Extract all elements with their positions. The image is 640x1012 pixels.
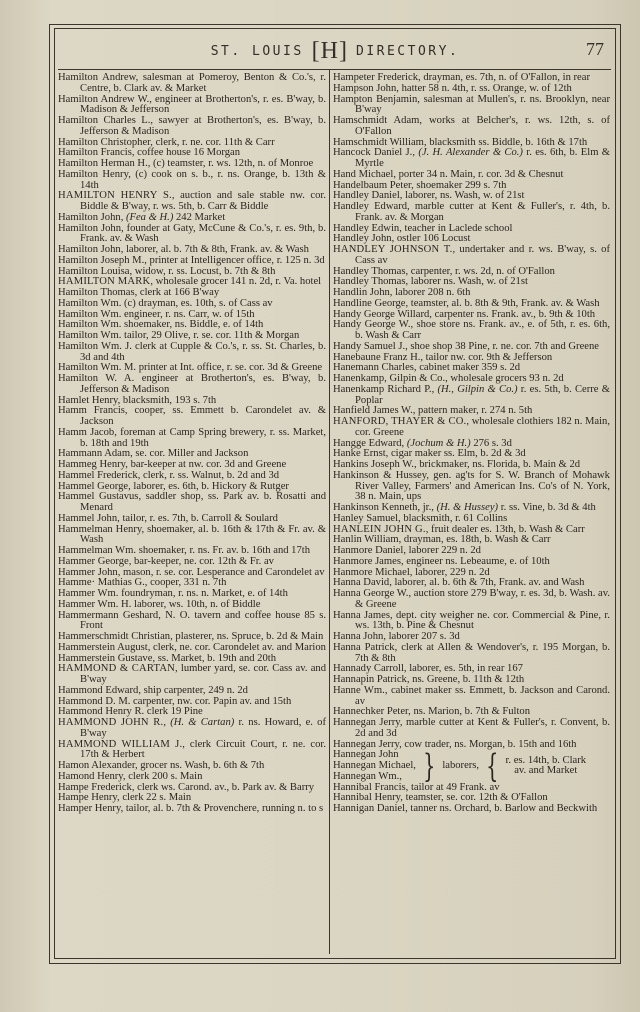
entry-name: HAMMOND JOHN R.: [58, 717, 164, 728]
directory-entry: [333, 804, 610, 815]
entry-detail: , blacksmith ss. Biddle, b. 16th & 17th: [423, 136, 588, 148]
entry-detail: , engineer at Brotherton's, r. es. B'way, b. Madison & Jefferson: [80, 93, 326, 116]
entry-name: Hannigan Daniel: [333, 803, 406, 814]
entry-detail: , teamster, se. cor. 12th & O'Fallon: [400, 792, 548, 804]
left-column: [58, 73, 326, 815]
entry-detail: , wholesale grocer 141 n. 2d, r. Va. hotel: [150, 276, 322, 288]
entry-detail: , laborer, 229 n. 2d: [409, 566, 490, 578]
running-title-directory: DIRECTORY.: [356, 43, 460, 59]
entry-detail: r. es. 6th, b. Elm & Myrtle: [355, 147, 611, 169]
directory-entry: [58, 406, 326, 428]
entry-detail: , cigar maker ss. Elm, b. 2d & 3d: [385, 448, 526, 460]
entry-name: Hanley Samuel: [333, 512, 399, 524]
group-occupation: laborers,: [442, 760, 480, 771]
directory-entry: [333, 611, 610, 633]
entry-name: Hanlin William: [333, 534, 399, 546]
entry-detail: , porter 34 n. Main, r. cor. 3d & Chesnut: [393, 168, 564, 180]
entry-detail: 276 s. 3d: [470, 437, 512, 449]
entry-detail: , coffee house 16 Morgan: [131, 147, 241, 159]
entry-detail: , shoe shop 38 Pine, r. ne. cor. 7th and Greene: [405, 340, 599, 352]
entry-name: Hamlet Henry: [58, 394, 118, 406]
directory-entry: [58, 525, 326, 547]
entry-name: Handley Edwin: [333, 222, 400, 234]
entry-name: Hankinson & Hussey: [333, 469, 427, 481]
entry-name: HAMMOND & CARTAN: [58, 663, 176, 675]
directory-entry: [58, 611, 326, 633]
entry-name: Hamond Henry: [58, 770, 123, 782]
entry-detail: , marble cutter at Kent & Fuller's, r. Convent, b. 2d and 3d: [355, 717, 610, 739]
entry-name: Handy George Willard: [333, 308, 430, 320]
entry-detail: , wholesale grocers 93 n. 2d: [445, 373, 564, 384]
entry-detail: , laborer, ns. Wash, w. of 21st: [399, 190, 525, 202]
entry-detail: , tailor at 49 Frank. av: [405, 781, 500, 793]
directory-entry: [333, 385, 610, 407]
entry-detail: , clerk at 166 B'way: [134, 287, 220, 298]
directory-entry: [333, 417, 610, 439]
entry-name: Hamilton Wm.: [58, 319, 122, 331]
entry-name: Handy George W.: [333, 319, 411, 331]
entry-name: Hanna David: [333, 577, 390, 589]
entry-name: Hamilton Wm. M.: [58, 362, 137, 374]
directory-entry: [333, 686, 610, 708]
entry-name: Hanfield James W.: [333, 405, 413, 417]
entry-firm: (H., Gilpin & Co.): [437, 383, 518, 395]
entry-detail: , laborer, es. 5th, in rear 167: [403, 663, 523, 675]
entry-name: Hammond D. M.: [58, 695, 131, 707]
entry-detail: , lumber yard, se. cor. Cass av. and B'way: [80, 663, 326, 685]
entry-detail: clerk at Cupple & Co.'s, r. ss. St. Charles, b. 3d and 4th: [80, 340, 326, 363]
group-address-line: av. and Market: [514, 765, 578, 777]
group-address-line: r. es. 14th, b. Clark: [505, 754, 587, 766]
entry-name: Hamilton Andrew: [58, 72, 136, 83]
entry-detail: , tailor, r. es. 7th, b. Carroll & Soulard: [117, 512, 278, 524]
directory-entry: [58, 740, 326, 762]
entry-name: HANFORD, THAYER & CO.: [333, 416, 467, 427]
entry-name: Hanenkamp, Gilpin & Co.: [333, 373, 446, 384]
entry-name: Hankins Joseph W.: [333, 459, 414, 470]
entry-detail: , laborer, al. b. 7th & 8th, Frank. av. & Wash: [120, 244, 309, 255]
entry-detail: , laborer 229 n. 2d: [403, 545, 481, 556]
directory-entry: [333, 148, 610, 170]
entry-name: Hammerstein Gustave: [58, 652, 153, 664]
page-header: [60, 36, 610, 66]
entry-detail: (c) drayman, es. 10th, s. of Cass av: [121, 297, 273, 309]
entry-name: Hancock Daniel J.: [333, 147, 413, 159]
entry-name: HAMILTON MARK: [58, 276, 151, 288]
entry-detail: , foreman at Camp Spring brewery, r. ss. Market, b. 18th and 19th: [80, 426, 326, 449]
entry-detail: , fruit dealer es. 13th, b. Wash & Carr: [425, 523, 585, 535]
entry-name: Handley Daniel: [333, 190, 400, 202]
entry-name: Hamilton Wm. J.: [58, 340, 132, 352]
entry-name: Handley Thomas: [333, 265, 406, 277]
directory-entry: [333, 643, 610, 665]
entry-detail: shoemaker, r. ns. Fr. av. b. 16th and 17th: [136, 545, 311, 556]
entry-detail: , engineer ns. Lebeaume, e. of 10th: [400, 555, 550, 567]
entry-detail: , drayman, es. 18th, b. Wash & Carr: [398, 534, 551, 546]
entry-name: Hannegan Jerry: [333, 738, 400, 750]
entry-name: Hamschmidt Adam: [333, 115, 420, 126]
entry-name: Hamilton Wm.: [58, 308, 122, 320]
entry-name: Hamilton Louisa: [58, 265, 130, 277]
entry-detail: , bar-keeper at nw. cor. 3d and Greene: [125, 459, 287, 470]
entry-name: HANLEIN JOHN G.: [333, 523, 426, 535]
entry-detail: , carpenter, r. ws. 2d, n. of O'Fallon: [405, 265, 555, 277]
left-brace-icon: {: [486, 747, 499, 786]
entry-detail: , se. cor. Miller and Jackson: [130, 448, 249, 460]
entry-name: Hamilton Henry: [58, 168, 129, 180]
entry-name: Hanna George W.: [333, 588, 409, 599]
entry-name: Handline George: [333, 297, 406, 309]
entry-detail: , clerk 22 s. Main: [117, 792, 192, 804]
entry-name: Hammann Adam: [58, 448, 131, 460]
entry-detail: , tailor nw. cor. 9th & Jefferson: [420, 351, 553, 363]
entry-name: Hanne Wm.: [333, 684, 385, 696]
entry-detail: , marble cutter at Kent & Fuller's, r. 4th, b. Frank. av. & Morgan: [355, 201, 610, 223]
entry-name: Hannibal Henry: [333, 792, 401, 804]
entry-detail: , carpenter ns. Frank. av., b. 9th & 10th: [429, 308, 596, 320]
entry-firm: (Fea & H.): [125, 211, 174, 223]
entry-detail: , auction store 279 B'way, r. es. 3d, b. Wash. av. & Greene: [355, 588, 610, 610]
entry-firm: (J. H. Alexander & Co.): [418, 147, 523, 159]
section-letter: [H]: [311, 38, 348, 64]
entry-detail: 242 Market: [173, 211, 226, 223]
entry-name: Hammer John: [58, 566, 118, 578]
entry-name: Hamon Alexander: [58, 760, 135, 771]
entry-detail: , pattern maker, r. 274 n. 5th: [412, 405, 533, 417]
entry-firm: (H. & Cartan): [170, 717, 235, 728]
entry-detail: , clerk, r. ne. cor. 11th & Carr: [150, 136, 275, 148]
entry-detail: , printer at Intelligencer office, r. 125 n. 3d: [144, 254, 325, 266]
entry-detail: foundryman, r. ns. n. Market, e. of 14th: [118, 588, 288, 599]
entry-detail: r. es. 5th, b. Cerre & Poplar: [355, 383, 611, 406]
running-title: [211, 39, 460, 63]
entry-detail: engineer at Brotherton's, es. B'way, b. Jefferson & Madison: [80, 373, 326, 395]
directory-entry: [58, 224, 326, 246]
entry-detail: , grocer ns. Wash, b. 6th & 7th: [134, 760, 265, 771]
entry-detail: , (c) cook on s. b., r. ns. Orange, b. 13th & 14th: [80, 168, 327, 191]
entry-name: Hamilton Thomas: [58, 287, 135, 298]
group-name: Hannegan John: [333, 749, 399, 761]
entry-detail: , clerk 200 s. Main: [122, 770, 203, 782]
entry-name: HAMILTON HENRY S.: [58, 190, 172, 202]
entry-detail: , clerk ws. Carond. av., b. Park av. & Barry: [131, 781, 315, 793]
entry-detail: , laborer ns. Wash, w. of 21st: [405, 276, 528, 288]
entry-detail: , blacksmith, r. 61 Collins: [398, 512, 508, 524]
entry-detail: , cow trader, ns. Morgan, b. 15th and 16th: [399, 738, 577, 750]
entry-detail: , cooper, 331 n. 7th: [144, 577, 227, 589]
entry-detail: , cabinet maker ss. Emmett, b. Jackson and Carond. av: [355, 684, 611, 707]
entry-detail: ,: [431, 383, 438, 395]
entry-name: Hamilton Wm.: [58, 297, 122, 309]
entry-firm: (Jochum & H.): [406, 437, 471, 449]
directory-entry: [58, 374, 326, 396]
entry-name: Hamilton John: [58, 222, 121, 234]
entry-detail: , ss. Market, b. 19th and 20th: [152, 652, 277, 664]
entry-name: Hamilton Herman H.: [58, 158, 148, 169]
entry-detail: , sawyer at Brotherton's, es. B'way, b. Jefferson & Madison: [80, 115, 326, 137]
directory-entry: [333, 95, 610, 117]
right-brace-icon: }: [423, 747, 436, 786]
directory-entry: [58, 191, 326, 213]
entry-name: Hanna James: [333, 609, 390, 621]
entry-detail: , blacksmith, 193 s. 7th: [117, 394, 217, 406]
entry-detail: , drayman, es. 7th, n. of O'Fallon, in rear: [418, 72, 590, 83]
running-title-city: ST. LOUIS: [210, 43, 304, 59]
group-names: [333, 750, 416, 782]
entry-name: Hampe Henry: [58, 792, 118, 804]
entry-name: Hanke Ernst: [333, 448, 386, 460]
entry-name: Hamilton John: [58, 211, 121, 223]
entry-detail: , laborer, al. b. 6th & 7th, Frank. av. and Wash: [389, 577, 585, 589]
entry-name: Hampe Frederick: [58, 781, 132, 793]
entry-detail: r. ss. Vine, b. 3d & 4th: [498, 502, 596, 513]
entry-detail: , shoemaker 299 s. 7th: [411, 179, 507, 191]
directory-entry: [58, 342, 326, 364]
entry-name: Hamme· Mathias G.: [58, 577, 145, 589]
entry-name: Hampson John: [333, 82, 397, 94]
entry-name: Hanebaune Franz H.: [333, 351, 421, 363]
header-rule: [58, 69, 611, 70]
directory-entry: [58, 664, 326, 686]
entry-detail: , bar-keeper, ne. cor. 12th & Fr. av: [128, 555, 274, 567]
entry-detail: , teacher in Laclede school: [399, 222, 513, 234]
entry-name: Hamm Francis: [58, 405, 125, 417]
entry-detail: , laborer 208 n. 6th: [389, 287, 471, 298]
entry-name: Hammelman Henry: [58, 523, 142, 535]
entry-detail: r. ns. Howard, e. of B'way: [80, 717, 326, 739]
entry-detail: , widow, r. ss. Locust, b. 7th & 8th: [129, 265, 276, 277]
column-divider: [329, 70, 330, 954]
right-entries-after-group: [333, 783, 610, 815]
entry-detail: , N. O. tavern and coffee house 85 s. Front: [80, 609, 326, 632]
entry-detail: , saddler shop, ss. Park av. b. Rosatti and Menard: [80, 491, 327, 513]
directory-entry: [58, 428, 326, 450]
entry-detail: ,: [163, 717, 171, 728]
entry-name: Hanmore Daniel: [333, 545, 404, 556]
entry-detail: , shoe store ns. Frank. av., e. of 5th, r. es. 6th, b. Wash & Carr: [355, 319, 610, 341]
entry-detail: carpenter, nw. cor. Papin av. and 15th: [130, 695, 292, 707]
entry-detail: , ns. Greene, b. 11th & 12th: [406, 674, 525, 685]
entry-name: Hammond Henry R.: [58, 706, 145, 718]
entry-detail: , laborer, es. 6th, b. Hickory & Rutger: [128, 480, 289, 492]
entry-detail: , tanner ns. Orchard, b. Barlow and Beckwith: [405, 803, 598, 814]
entry-detail: , ns. Marion, b. 7th & Fulton: [408, 706, 531, 718]
entry-detail: , ship carpenter, 249 n. 2d: [138, 684, 248, 696]
directory-entry: [333, 116, 610, 138]
entry-detail: ,: [401, 437, 407, 449]
entry-name: Hamilton John: [58, 244, 121, 255]
entry-detail: , salesman at Mullen's, r. ns. Brooklyn, near B'way: [355, 93, 610, 116]
entry-name: Hanmore Michael: [333, 566, 410, 578]
grouped-entry-hannegan: [333, 747, 610, 786]
entry-detail: clerk 19 Pine: [144, 706, 203, 718]
entry-name: Hamilton W. A.: [58, 373, 135, 384]
entry-firm: (H. & Hussey): [436, 502, 499, 513]
entry-name: Hamilton Wm.: [58, 330, 122, 341]
entry-detail: , plasterer, ns. Spruce, b. 2d & Main: [170, 631, 324, 642]
entry-detail: shoemaker, ns. Biddle, e. of 14th: [121, 319, 264, 331]
entry-name: Handelbaum Peter: [333, 179, 412, 191]
entry-name: Hammelman Wm.: [58, 545, 137, 556]
entry-name: Hanenkamp Richard P.: [333, 383, 432, 395]
entry-name: Hannibal Francis: [333, 781, 406, 793]
entry-name: HAMMOND WILLIAM J.: [58, 738, 183, 750]
entry-detail: , (c) teamster, r. ws. 12th, n. of Monroe: [147, 158, 314, 169]
entry-name: Hammermann Geshard: [58, 609, 159, 621]
entry-name: Hammer George: [58, 555, 129, 567]
entry-name: Hammerschmidt Christian: [58, 631, 171, 642]
entry-name: HANDLEY JOHNSON T.: [333, 244, 453, 255]
entry-name: Hamilton Andrew W.: [58, 93, 150, 105]
entry-detail: , auction and sale stable nw. cor. Biddle & B'way, r. ws. 5th, b. Carr & Biddle: [80, 190, 326, 212]
entry-name: Hammer Wm. H.: [58, 598, 132, 610]
entry-detail: engineer, r. ns. Carr, w. of 15th: [121, 308, 255, 320]
directory-entry: [58, 718, 326, 740]
entry-name: Hammerstein August: [58, 641, 148, 653]
directory-entry: [333, 471, 610, 503]
entry-name: Hanna John: [333, 631, 384, 642]
entry-detail: , salesman at Pomeroy, Benton & Co.'s, r. Centre, b. Clark av. & Market: [80, 72, 326, 94]
right-column: [333, 73, 610, 815]
entry-detail: ,: [120, 211, 126, 223]
entry-detail: , shoemaker, al. b. 16th & 17th & Fr. av. & Wash: [80, 523, 326, 546]
directory-entry: [58, 170, 326, 192]
entry-detail: , brickmaker, ns. Florida, b. Main & 2d: [413, 459, 581, 470]
entry-name: Hamilton Christopher: [58, 136, 151, 148]
entry-name: Hannegan Jerry: [333, 717, 400, 728]
entry-name: Handlin John: [333, 287, 390, 298]
entry-detail: tailor, 29 Olive, r. se. cor. 11th & Morgan: [121, 330, 300, 341]
page-number: 77: [586, 39, 604, 59]
entry-detail: , teamster, al. b. 8th & 9th, Frank. av. & Wash: [405, 297, 600, 309]
directory-entry: [58, 492, 326, 514]
directory-entry: [333, 589, 610, 611]
entry-detail: , founder at Gaty, McCune & Co.'s, r. es. 9th, b. Frank. av. & Wash: [80, 222, 326, 245]
entry-name: Hampton Benjamin: [333, 93, 418, 105]
entry-name: Hand Michael: [333, 168, 394, 180]
entry-name: Hannechker Peter: [333, 706, 409, 718]
entry-detail: , laborer 207 s. 3d: [383, 631, 460, 642]
entry-name: Handy Samuel J.: [333, 340, 406, 352]
entry-detail: , hatter 58 n. 4th, r. ss. Orange, w. of 12th: [396, 82, 572, 94]
entry-name: Hamschmidt William: [333, 136, 424, 148]
directory-entry: [58, 804, 326, 815]
entry-name: Hankinson Kenneth, jr.: [333, 502, 432, 513]
entry-detail: , ostler 106 Locust: [391, 233, 471, 245]
directory-entry: [333, 202, 610, 224]
entry-name: Handley Edward: [333, 201, 408, 212]
directory-entry: [333, 320, 610, 342]
entry-detail: , cabinet maker 359 s. 2d: [413, 362, 521, 374]
entry-name: Hannapin Patrick: [333, 674, 407, 685]
entry-detail: , mason, r. se. cor. Lesperance and Carondelet av: [117, 566, 325, 578]
entry-name: Hannady Carroll: [333, 663, 404, 675]
right-entries-before-group: [333, 73, 610, 750]
entry-name: Hanemann Charles: [333, 362, 414, 374]
entry-name: Hamilton Francis: [58, 147, 132, 159]
entry-name: Hamilton Joseph M.: [58, 254, 145, 266]
entry-detail: ,: [431, 502, 437, 513]
directory-entry: [58, 73, 326, 95]
group-name: Hannegan Wm.,: [333, 770, 402, 782]
group-name: Hannegan Michael,: [333, 760, 416, 771]
entry-name: Hammeg Henry: [58, 459, 126, 470]
entry-detail: , clerk at Allen & Wendover's, r. 195 Morgan, b. 7th & 8th: [355, 641, 610, 664]
entry-detail: , clerk Circuit Court, r. ne. cor. 17th & Herbert: [80, 738, 326, 761]
entry-detail: , works at Belcher's, r. ws. 12th, s. of O'Fallon: [355, 115, 610, 137]
entry-detail: , tailor, al. b. 7th & Provenchere, running n. to s: [120, 803, 324, 814]
entry-name: Hammer Wm.: [58, 588, 119, 599]
entry-name: Hammel George: [58, 480, 129, 492]
entry-name: Hammel Gustavus: [58, 491, 139, 503]
entry-detail: , undertaker and r. ws. B'way, s. of Cass av: [355, 244, 611, 266]
entry-detail: ,: [412, 147, 419, 159]
entry-name: Handley Thomas: [333, 276, 406, 288]
group-address: [505, 756, 586, 778]
entry-detail: , gen. ag'ts for S. W. Branch of Mohawk River Valley, Farmers' and American Ins. Co's of N. York, 38 n. Main, ups: [355, 469, 610, 503]
directory-entry: [333, 718, 610, 740]
entry-name: Hampeter Frederick: [333, 72, 419, 83]
entry-name: Hangge Edward: [333, 437, 402, 449]
entry-detail: printer at Int. office, r. se. cor. 3d & Greene: [136, 362, 323, 374]
entry-detail: , clerk, ne. cor. Carondelet av. and Marion: [147, 641, 326, 653]
entry-detail: , cooper, ss. Emmett b. Carondelet av. & Jackson: [80, 405, 326, 427]
entry-name: Hamper Henry: [58, 803, 121, 814]
entry-detail: laborer, ws. 10th, n. of Biddle: [131, 598, 261, 610]
entry-name: Hamilton Charles L.: [58, 115, 151, 126]
entry-name: Hanna Patrick: [333, 641, 395, 653]
entry-name: Hammond Edward: [58, 684, 139, 696]
directory-entry: [58, 116, 326, 138]
entry-detail: , clerk, r. ss. Walnut, b. 2d and 3d: [137, 469, 280, 481]
entry-name: Hamm Jacob: [58, 426, 115, 438]
directory-entry: [58, 95, 326, 117]
entry-name: Hammel Frederick: [58, 469, 138, 481]
entry-name: Hanmore James: [333, 555, 401, 567]
entry-detail: , dept. city weigher ne. cor. Commercial & Pine, r. ws. 13th, b. Pine & Chesnut: [355, 609, 611, 632]
entry-name: Hammel John: [58, 512, 118, 524]
entry-name: Handley John: [333, 233, 392, 245]
entry-detail: , wholesale clothiers 182 n. Main, cor. Greene: [355, 416, 611, 438]
directory-entry: [333, 245, 610, 267]
